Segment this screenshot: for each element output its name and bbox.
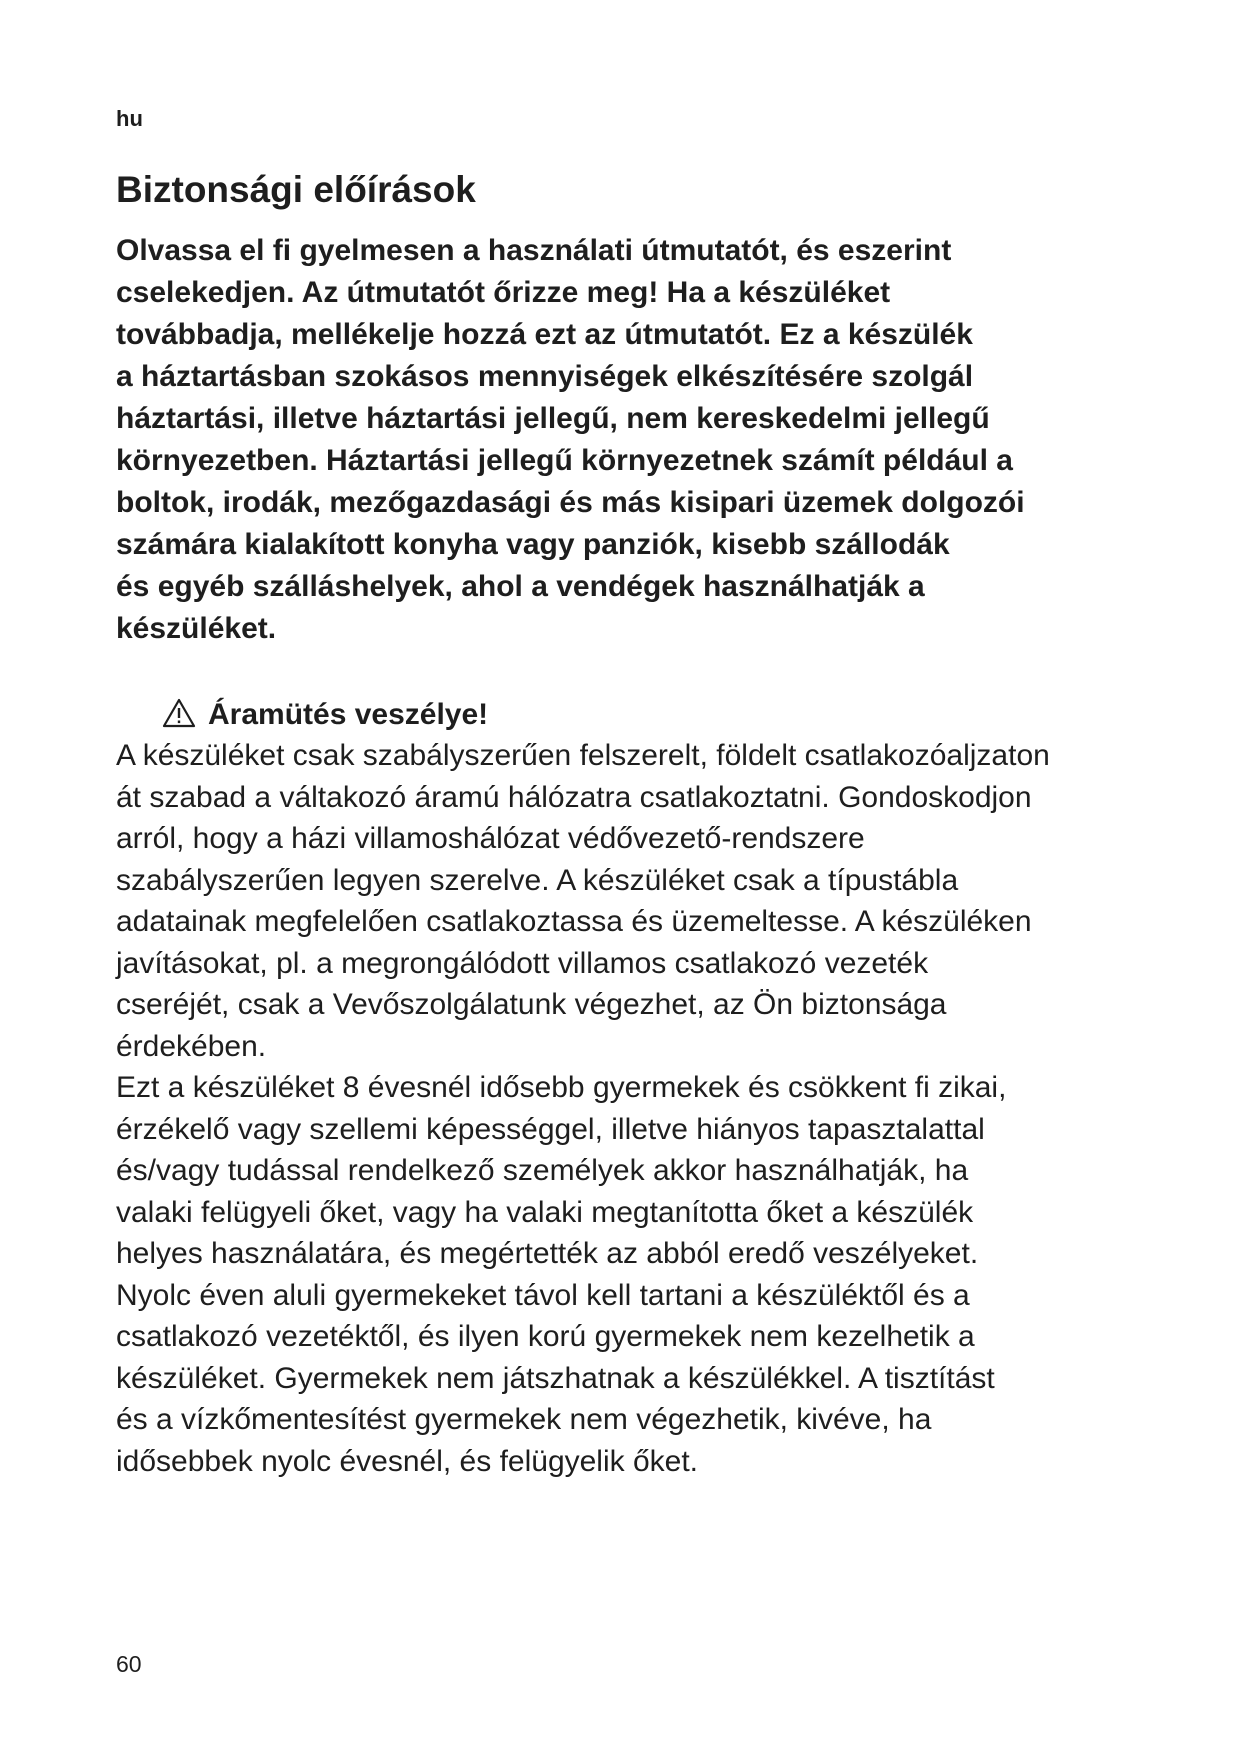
body-line: érzékelő vagy szellemi képességgel, illetve hiányos tapasztalattal bbox=[116, 1112, 985, 1146]
body-line: cseréjét, csak a Vevőszolgálatunk végezhet, az Ön biztonsága bbox=[116, 988, 947, 1021]
intro-line: és egyéb szálláshelyek, ahol a vendégek használhatják a bbox=[116, 570, 925, 603]
body-line: át szabad a váltakozó áramú hálózatra csatlakoztatni. Gondoskodjon bbox=[116, 780, 1032, 814]
intro-line: a háztartásban szokásos mennyiségek elkészítésére szolgál bbox=[116, 360, 974, 393]
intro-line: továbbadja, mellékelje hozzá ezt az útmutatót. Ez a készülék bbox=[116, 318, 973, 351]
language-code: hu bbox=[116, 106, 143, 131]
intro-line: Olvassa el fi gyelmesen a használati útmutatót, és eszerint bbox=[116, 234, 952, 267]
page-number: 60 bbox=[116, 1651, 142, 1677]
safety-body-text bbox=[116, 735, 1176, 1482]
warning-triangle-icon bbox=[162, 698, 196, 728]
body-line: valaki felügyeli őket, vagy ha valaki megtanította őket a készülék bbox=[116, 1195, 974, 1229]
body-line: készüléket. Gyermekek nem játszhatnak a készülékkel. A tisztítást bbox=[116, 1361, 995, 1395]
warning-heading bbox=[162, 694, 488, 736]
body-line: csatlakozó vezetéktől, és ilyen korú gyermekek nem kezelhetik a bbox=[116, 1320, 975, 1353]
intro-line: háztartási, illetve háztartási jellegű, nem kereskedelmi jellegű bbox=[116, 402, 990, 435]
intro-line: számára kialakított konyha vagy panziók, kisebb szállodák bbox=[116, 528, 950, 561]
intro-line: boltok, irodák, mezőgazdasági és más kisipari üzemek dolgozói bbox=[116, 486, 1025, 519]
intro-line: cselekedjen. Az útmutatót őrizze meg! Ha a készüléket bbox=[116, 276, 891, 309]
body-line: javításokat, pl. a megrongálódott villamos csatlakozó vezeték bbox=[116, 946, 929, 980]
body-line: szabályszerűen legyen szerelve. A készüléket csak a típustábla bbox=[116, 863, 959, 897]
body-line: helyes használatára, és megértették az abból eredő veszélyeket. bbox=[116, 1237, 979, 1270]
warning-heading-text: Áramütés veszélye! bbox=[208, 698, 489, 731]
page-title: Biztonsági előírások bbox=[116, 169, 476, 210]
body-line: és a vízkőmentesítést gyermekek nem végezhetik, kivéve, ha bbox=[116, 1403, 932, 1436]
intro-line: készüléket. bbox=[116, 612, 277, 645]
body-line: idősebbek nyolc évesnél, és felügyelik őket. bbox=[116, 1444, 699, 1478]
body-line: Nyolc éven aluli gyermekeket távol kell tartani a készüléktől és a bbox=[116, 1278, 970, 1312]
intro-paragraph bbox=[116, 230, 1156, 650]
body-line: adatainak megfelelően csatlakoztassa és üzemeltesse. A készüléken bbox=[116, 905, 1032, 938]
body-line: érdekében. bbox=[116, 1029, 267, 1063]
body-line: A készüléket csak szabályszerűen felszerelt, földelt csatlakozóaljzaton bbox=[116, 739, 1050, 772]
intro-line: környezetben. Háztartási jellegű környezetnek számít például a bbox=[116, 444, 1013, 477]
body-line: Ezt a készüléket 8 évesnél idősebb gyermekek és csökkent fi zikai, bbox=[116, 1071, 1007, 1104]
body-line: arról, hogy a házi villamoshálózat védővezető-rendszere bbox=[116, 822, 865, 855]
body-line: és/vagy tudással rendelkező személyek akkor használhatják, ha bbox=[116, 1154, 969, 1187]
